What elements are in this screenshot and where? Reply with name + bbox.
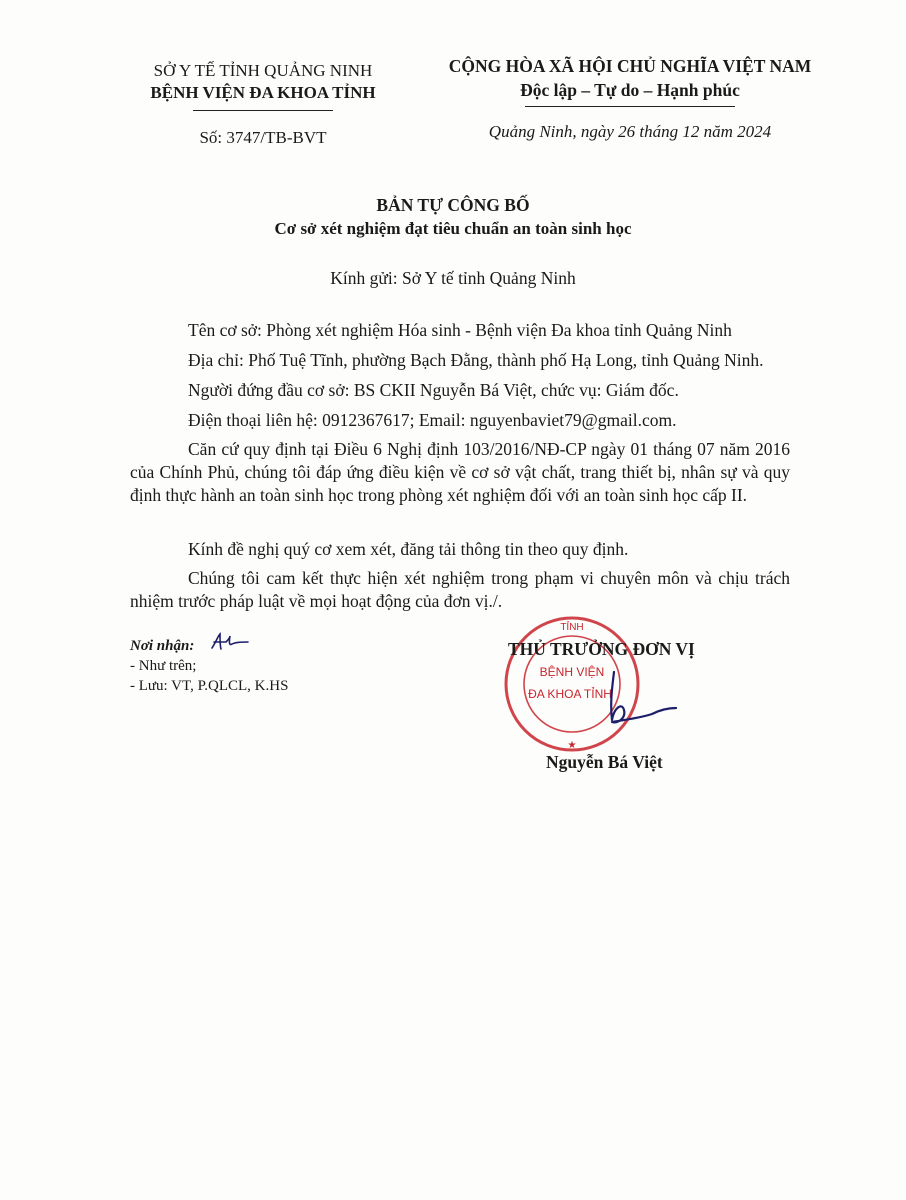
recipient-item: - Như trên; — [130, 658, 197, 674]
star-icon: ★ — [567, 740, 577, 751]
request-paragraph: Kính đề nghị quý cơ xem xét, đăng tải thông tin theo quy định. — [188, 539, 629, 559]
initials-mark — [208, 630, 250, 654]
place-date: Quảng Ninh, ngày 26 tháng 12 năm 2024 — [488, 122, 772, 141]
national-motto — [420, 54, 840, 107]
document-title: BẢN TỰ CÔNG BỐ — [376, 195, 530, 215]
seal-line1: BỆNH VIỆN — [539, 665, 605, 679]
parent-agency: SỞ Y TẾ TỈNH QUẢNG NINH — [153, 61, 373, 80]
handwritten-signature — [600, 668, 680, 738]
facility-contact: Điện thoại liên hệ: 0912367617; Email: nguyenbaviet79@gmail.com. — [188, 410, 677, 430]
seal-line2: ĐA KHOA TỈNH — [528, 687, 612, 701]
motto: Độc lập – Tự do – Hạnh phúc — [520, 80, 740, 100]
body-paragraph: Căn cứ quy định tại Điều 6 Nghị định 103/2016/NĐ-CP ngày 01 tháng 07 năm 2016 của Chính Phủ, chúng tôi đáp ứng điều kiện về cơ sở vật chất, trang thiết bị, nhân sự và quy định thực hành an toàn sinh học trong phòng xét nghiệm đối với an toàn sinh học cấp II. — [130, 439, 790, 505]
facility-address: Địa chỉ: Phố Tuệ Tĩnh, phường Bạch Đằng, thành phố Hạ Long, tỉnh Quảng Ninh. — [188, 350, 764, 370]
signatory-name: Nguyễn Bá Việt — [546, 752, 663, 772]
document-subtitle: Cơ sở xét nghiệm đạt tiêu chuẩn an toàn sinh học — [274, 219, 632, 238]
facility-name: Tên cơ sở: Phòng xét nghiệm Hóa sinh - Bệnh viện Đa khoa tỉnh Quảng Ninh — [188, 320, 732, 340]
recipients-label: Nơi nhận: — [130, 638, 195, 654]
document-number: Số: 3747/TB-BVT — [199, 128, 327, 147]
seal-top-text: TỈNH — [560, 622, 584, 633]
issuing-agency — [118, 60, 408, 111]
divider — [193, 110, 333, 111]
divider — [525, 106, 735, 107]
country-name: CỘNG HÒA XÃ HỘI CHỦ NGHĨA VIỆT NAM — [448, 56, 812, 76]
recipient-item: - Lưu: VT, P.QLCL, K.HS — [130, 678, 289, 694]
greeting: Kính gửi: Sở Y tế tỉnh Quảng Ninh — [330, 268, 576, 288]
commitment-paragraph: Chúng tôi cam kết thực hiện xét nghiệm trong phạm vi chuyên môn và chịu trách nhiệm trước pháp luật về mọi hoạt động của đơn vị./. — [130, 568, 790, 611]
facility-head: Người đứng đầu cơ sở: BS CKII Nguyễn Bá Việt, chức vụ: Giám đốc. — [188, 380, 679, 400]
signatory-title: THỦ TRƯỞNG ĐƠN VỊ — [508, 639, 695, 659]
hospital-name: BỆNH VIỆN ĐA KHOA TỈNH — [150, 83, 376, 102]
